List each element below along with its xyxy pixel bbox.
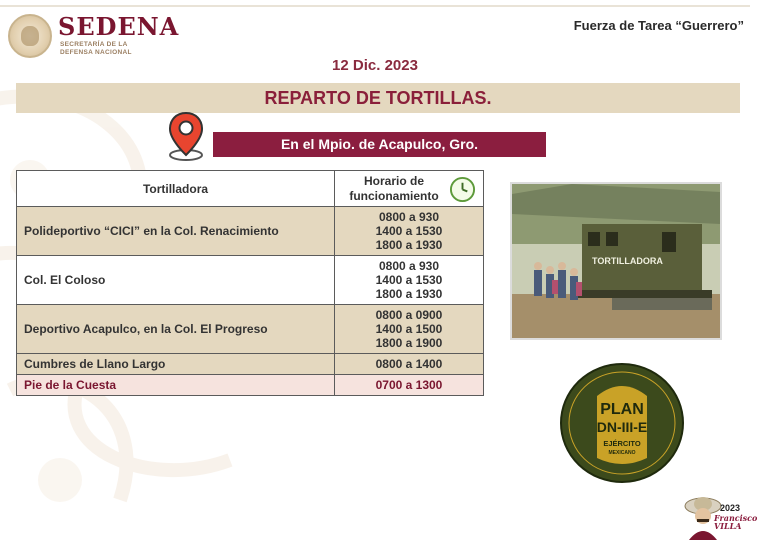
logo-name: SEDENA [58, 12, 180, 41]
place-cell: Deportivo Acapulco, en la Col. El Progreso [17, 305, 335, 354]
table-header-row [17, 171, 484, 207]
clock-icon [449, 176, 476, 203]
hours-slot: 1800 a 1930 [375, 238, 443, 252]
place-cell: Pie de la Cuesta [17, 375, 335, 396]
hours-cell: 0700 a 1300 [335, 375, 484, 396]
task-force-label: Fuerza de Tarea “Guerrero” [573, 18, 744, 33]
footer-name-line1: Francisco [714, 513, 757, 523]
title-bar [16, 83, 740, 113]
column-header-hours-line2: funcionamiento [349, 188, 439, 203]
table-row [17, 375, 484, 396]
logo-subtitle-line2: DEFENSA NACIONAL [60, 49, 132, 56]
location-bar [213, 132, 546, 157]
table-row [17, 305, 484, 354]
column-header-hours-line1: Horario de [363, 173, 424, 188]
truck-label: TORTILLADORA [592, 256, 663, 266]
table-row [17, 256, 484, 305]
hours-cell [335, 207, 484, 256]
place-cell: Polideportivo “CICI” en la Col. Renacimiento [17, 207, 335, 256]
footer-villa-name [714, 514, 757, 530]
national-seal-icon [8, 14, 52, 58]
badge-line3: EJÉRCITO [603, 439, 641, 448]
logo-subtitle-line1: SECRETARÍA DE LA [60, 41, 128, 48]
hours-slot: 1800 a 1930 [375, 287, 443, 301]
footer-year: 2023 [720, 503, 741, 513]
hours-cell [335, 305, 484, 354]
badge-line1: PLAN [600, 401, 644, 418]
badge-line2: DN-III-E [596, 419, 648, 435]
header-divider [0, 5, 750, 7]
table-row [17, 207, 484, 256]
badge-line4: MEXICANO [608, 450, 636, 456]
location-pin-icon [166, 111, 206, 161]
hours-slot: 0800 a 930 [378, 210, 440, 224]
column-header-hours [335, 171, 484, 207]
hours-slot: 0800 a 0900 [375, 308, 443, 322]
hours-cell [335, 256, 484, 305]
schedule-table [16, 170, 484, 396]
report-date: 12 Dic. 2023 [332, 57, 418, 74]
tortilladora-photo [510, 182, 722, 340]
logo-subtitle [60, 41, 132, 57]
location-label: En el Mpio. de Acapulco, Gro. [280, 136, 479, 152]
footer-name-line2: VILLA [714, 521, 742, 531]
hours-cell: 0800 a 1400 [335, 354, 484, 375]
place-cell: Cumbres de Llano Largo [17, 354, 335, 375]
page-title: REPARTO DE TORTILLAS. [264, 88, 492, 108]
hours-slot: 1400 a 1530 [375, 224, 443, 238]
hours-slot: 1400 a 1500 [375, 322, 443, 336]
place-cell: Col. El Coloso [17, 256, 335, 305]
hours-slot: 1400 a 1530 [375, 273, 443, 287]
hours-slot: 0800 a 930 [378, 259, 440, 273]
plan-dn-iii-e-badge [559, 362, 685, 484]
table-row [17, 354, 484, 375]
column-header-place: Tortilladora [17, 171, 335, 207]
hours-slot: 1800 a 1900 [375, 336, 443, 350]
sedena-logo [4, 10, 180, 60]
tortilladora-truck-image [512, 184, 720, 338]
